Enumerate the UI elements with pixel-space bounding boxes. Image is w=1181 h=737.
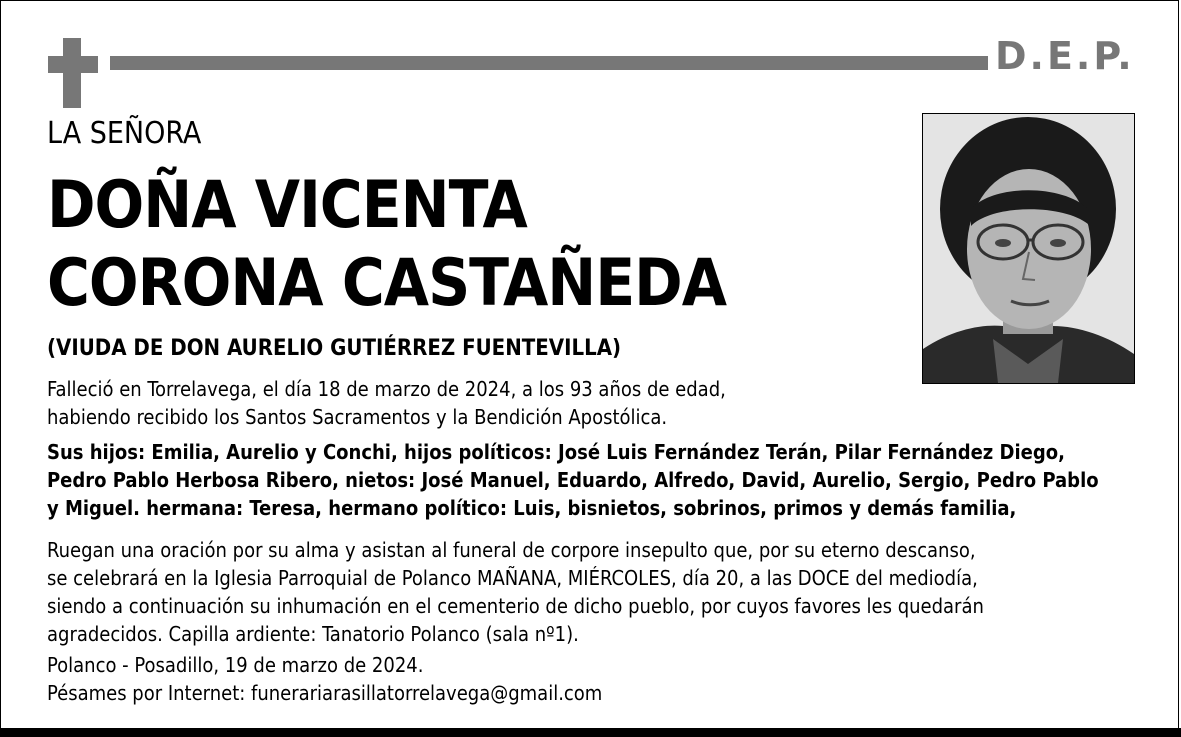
- funeral-line: agradecidos. Capilla ardiente: Tanatorio Polanco (sala nº1).: [47, 622, 579, 646]
- bottom-rule: [0, 728, 1181, 737]
- family-list: [47, 438, 1099, 522]
- portrait-illustration: [923, 114, 1134, 383]
- family-line: Pedro Pablo Herbosa Ribero, nietos: José Manuel, Eduardo, Alfredo, David, Aurelio, Sergio, Pedro Pablo: [47, 468, 1099, 492]
- death-line: habiendo recibido los Santos Sacramentos y la Bendición Apostólica.: [47, 405, 668, 429]
- title-label: LA SEÑORA: [47, 116, 202, 151]
- footer: [47, 651, 602, 707]
- widow-of: (VIUDA DE DON AURELIO GUTIÉRREZ FUENTEVILLA): [47, 336, 622, 361]
- funeral-line: se celebrará en la Iglesia Parroquial de Polanco MAÑANA, MIÉRCOLES, día 20, a las DOCE del mediodía,: [47, 566, 978, 590]
- portrait-photo: [922, 113, 1135, 384]
- death-line: Falleció en Torrelavega, el día 18 de marzo de 2024, a los 93 años de edad,: [47, 377, 726, 401]
- death-notice: [47, 375, 726, 431]
- place-date: Polanco - Posadillo, 19 de marzo de 2024.: [47, 653, 424, 677]
- family-line: y Miguel. hermana: Teresa, hermano político: Luis, bisnietos, sobrinos, primos y demás familia,: [47, 496, 1017, 520]
- cross-icon-bar: [48, 56, 98, 73]
- deceased-name-line1: DOÑA VICENTA: [47, 168, 527, 243]
- funeral-line: siendo a continuación su inhumación en el cementerio de dicho pueblo, por cuyos favores les quedarán: [47, 594, 984, 618]
- funeral-line: Ruegan una oración por su alma y asistan al funeral de corpore insepulto que, por su eterno descanso,: [47, 538, 976, 562]
- cross-icon: [63, 38, 81, 108]
- header-rule: [110, 56, 988, 70]
- funeral-notice: [47, 536, 984, 648]
- dep-heading: D.E.P.: [995, 34, 1135, 78]
- family-line: Sus hijos: Emilia, Aurelio y Conchi, hijos políticos: José Luis Fernández Terán, Pilar Fernández Diego,: [47, 440, 1065, 464]
- condolences-email: Pésames por Internet: funerariarasillatorrelavega@gmail.com: [47, 681, 603, 705]
- deceased-name-line2: CORONA CASTAÑEDA: [47, 246, 727, 321]
